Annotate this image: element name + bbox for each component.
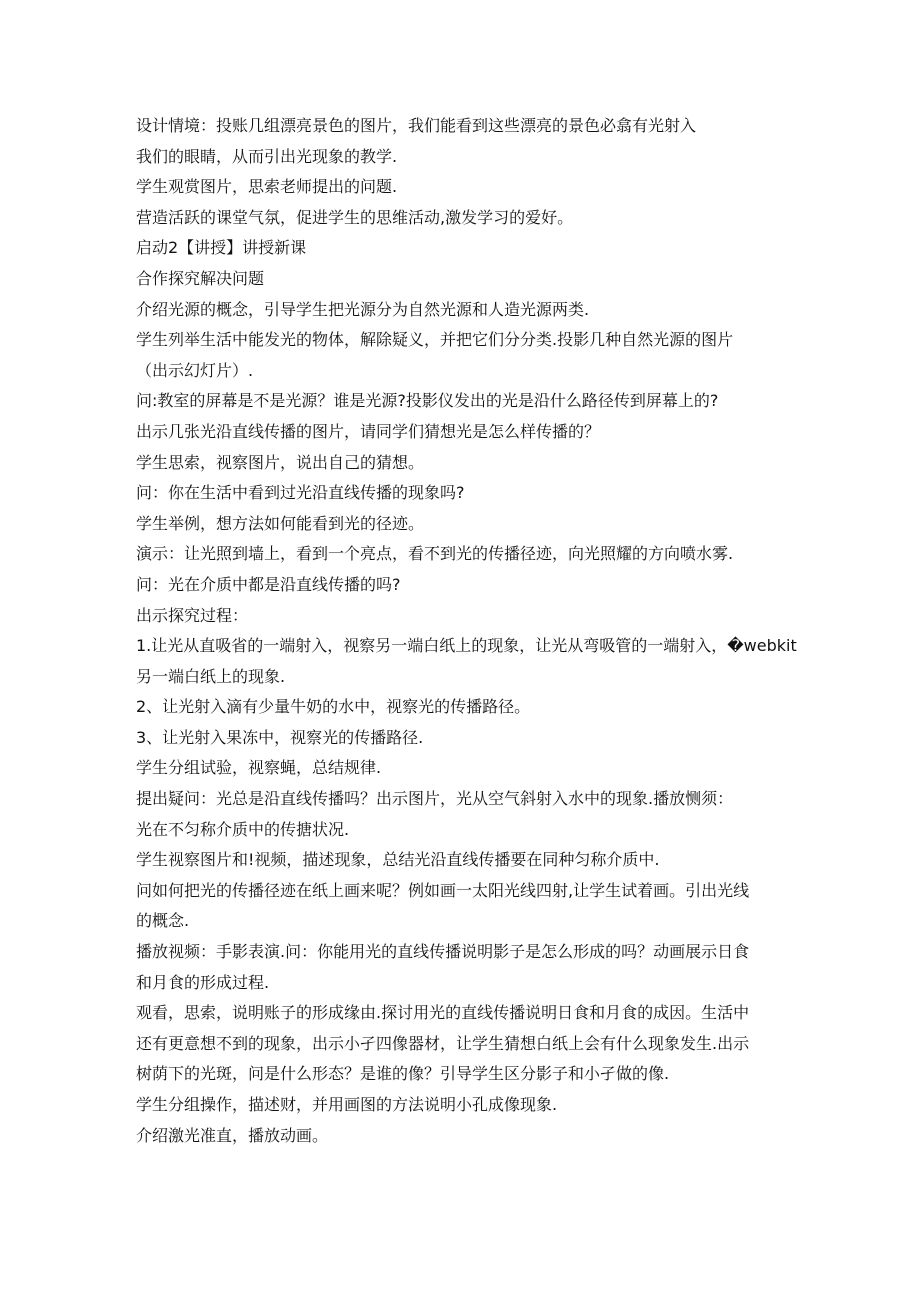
text-line: 营造活跃的课堂气氛，促进学生的思维活动,激发学习的爱好。 <box>136 207 574 227</box>
text-line: （出示幻灯片）. <box>136 360 254 380</box>
text-line: 问：你在生活中看到过光沿直线传播的现象吗? <box>136 483 465 503</box>
text-line: 出示探究过程： <box>136 605 249 625</box>
text-line: 设计情境：投账几组漂亮景色的图片，我们能看到这些漂亮的景色必翕有光射入 <box>136 116 697 135</box>
text-line: 学生分组试验，视察蝇，总结规律. <box>136 758 382 778</box>
text-line: 学生视察图片和!视频，描述现象，总结光沿直线传播要在同种匀称介质中. <box>136 850 660 870</box>
text-line: 学生思索，视察图片，说出自己的猜想。 <box>136 452 425 472</box>
text-line: 学生列举生活中能发光的物体，解除疑义，并把它们分分类.投影几种自然光源的图片 <box>136 330 734 350</box>
text-line: 另一端白纸上的现象. <box>136 666 286 686</box>
text-line: 提出疑问：光总是沿直线传播吗？出示图片，光从空气斜射入水中的现象.播放恻须： <box>136 789 734 809</box>
text-line: 2、让光射入滴有少量牛奶的水中，视察光的传播路径。 <box>136 697 531 717</box>
text-line: 1.让光从直吸省的一端射入，视察另一端白纸上的现象，让光从弯吸管的一端射入，�webkit <box>136 636 797 656</box>
text-line: 学生分组操作，描述财，并用画图的方法说明小孔成像现象. <box>136 1095 558 1114</box>
text-line: 问:教室的屏幕是不是光源？谁是光源?投影仪发出的光是沿什么路径传到屏幕上的? <box>136 391 719 411</box>
text-line: 学生观赏图片，思索老师提出的问题. <box>136 177 398 197</box>
text-line: 我们的眼睛，从而引出光现象的教学. <box>136 146 398 166</box>
text-line: 光在不匀称介质中的传搪状况. <box>136 819 350 839</box>
text-line: 介绍光源的概念，引导学生把光源分为自然光源和人造光源两类. <box>136 299 590 319</box>
text-line: 观看，思索，说明账子的形成缘由.探讨用光的直线传播说明日食和月食的成因。生活中 <box>136 1003 750 1023</box>
text-line: 问：光在介质中都是沿直线传播的吗? <box>136 574 401 594</box>
text-line: 学生举例，想方法如何能看到光的径迹。 <box>136 513 425 533</box>
text-line: 问如何把光的传播径迹在纸上画来呢？例如画一太阳光线四射,让学生试着画。引出光线 <box>136 880 750 900</box>
text-line: 播放视频：手影表演.问：你能用光的直线传播说明影子是怎么形成的吗？动画展示日食 <box>136 942 750 962</box>
text-line: 和月食的形成过程. <box>136 972 270 992</box>
text-line: 介绍激光准直，播放动画。 <box>136 1125 329 1145</box>
text-line: 还有更意想不到的现象，出示小孑四像器材，让学生猜想白纸上会有什么现象发生.出示 <box>136 1033 750 1053</box>
text-line: 合作探究解决问题 <box>136 268 265 288</box>
text-line: 的概念. <box>136 911 190 931</box>
text-line: 3、让光射入果冻中，视察光的传播路径. <box>136 727 424 747</box>
section-heading: 启动2【讲授】讲授新课 <box>136 238 307 258</box>
document-body <box>136 111 797 1151</box>
text-line: 出示几张光沿直线传播的图片，请同学们猜想光是怎么样传播的？ <box>136 421 601 441</box>
text-line: 树荫下的光斑，问是什么形态？是谁的像？引导学生区分影子和小孑做的像. <box>136 1064 670 1084</box>
text-line: 演示：让光照到墙上，看到一个亮点，看不到光的传播径迹，向光照耀的方向喷水雾. <box>136 544 734 564</box>
